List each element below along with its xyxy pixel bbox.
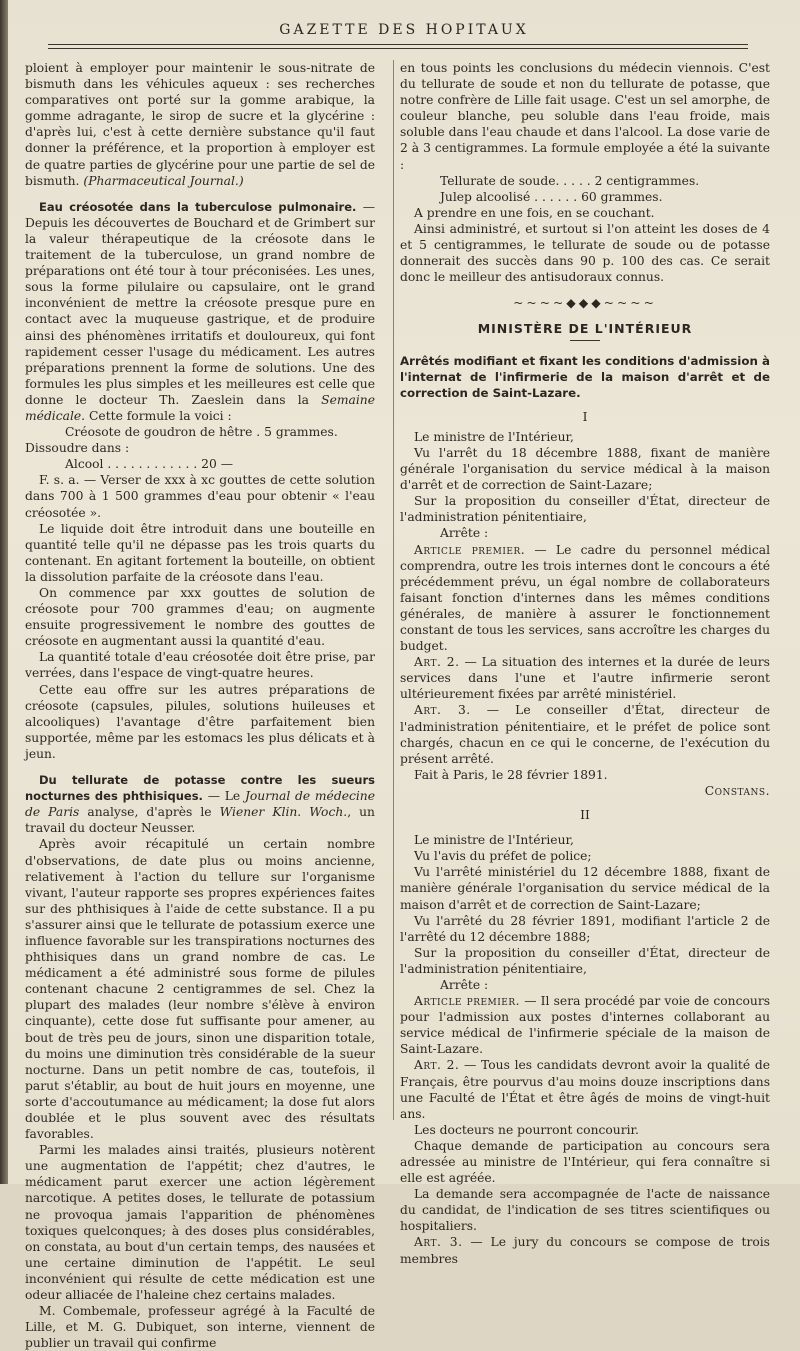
paragraph: Sur la proposition du conseiller d'État, directeur de l'administration pénitentiaire, [400,494,770,525]
section-number: II [580,808,590,823]
journal-name: Wiener Klin. Woch. [219,805,348,820]
paragraph: en tous points les conclusions du médecin viennois. C'est du tellurate de soude et non du tellurate de potasse, que notre confrère de Lille fait usage. C'est un sel amorphe, de couleur blanche, peu soluble dans l'eau froide, mais soluble dans l'eau chaude et dans l'alcool. La dose varie de 2 à 3 centigrammes. La formule employée a été la suivante : [400,61,770,172]
column-divider [393,60,394,1120]
newspaper-page [8,0,800,1351]
paragraph: Le liquide doit être introduit dans une bouteille en quantité telle qu'il ne dépasse pas les trois quarts du contenant. En agitant fortement la bouteille, on obtient la dissolution parfaite de la créosote dans l'eau. [25,521,375,584]
article-label: Article premier. [414,994,521,1009]
paragraph: ploient à employer pour maintenir le sous-nitrate de bismuth dans les véhicules aqueux : ses recherches comparatives ont porté sur la gomme arabique, la gomme adragante, le sirop de sucre et la glycérine : d'après lui, c'est à cette dernière substance qu'il faut donner la préférence, et la proportion à employer est de quatre parties de glycérine pour une partie de sel de bismuth. (Pharmaceutical Journal.) [25,61,375,188]
date-line: Fait à Paris, le 28 février 1891. [414,767,608,782]
article-label: Art. 2. [414,655,460,670]
formula-line: Julep alcoolisé . . . . . . 60 grammes. [440,189,663,204]
paragraph: On commence par xxx gouttes de solution de créosote pour 700 grammes d'eau; on augmente ensuite progressivement le nombre des gouttes de créosote en augmentant aussi la quantité d'eau. [25,586,375,649]
section-tellurate: Du tellurate de potasse contre les sueurs nocturnes des phthisiques. — Le Journal de médecine de Paris analyse, d'après le Wiener Klin. Woch., un travail du docteur Neusser. [25,773,376,836]
article-label: Article premier. [414,542,526,557]
paragraph: Vu l'arrêté du 28 février 1891, modifiant l'article 2 de l'arrêté du 12 décembre 1888; [400,913,770,944]
short-rule [570,340,600,341]
formula-line: Tellurate de soude. . . . . 2 centigrammes. [440,173,700,188]
spacer [25,189,375,199]
right-column [400,60,770,1267]
formula-line: Créosote de goudron de hêtre . 5 grammes. [65,425,338,440]
article: Art. 3. — Le conseiller d'État, directeur de l'administration pénitentiaire, et le préfet de police sont chargés, chacun en ce qui le concerne, de l'exécution du présent arrêté. [400,703,770,766]
formula-line: Alcool . . . . . . . . . . . . 20 — [65,457,234,472]
signature: Constans. [704,783,770,798]
paragraph: La demande sera accompagnée de l'acte de naissance du candidat, de l'indication de ses titres scientifiques ou hospitaliers. [400,1187,770,1234]
article: Art. 2. — La situation des internes et la durée de leurs services dans l'une et l'autre infirmerie seront ultérieurement fixées par arrêté ministériel. [400,655,770,702]
paragraph: A prendre en une fois, en se couchant. [414,205,655,220]
article: Article premier. — Le cadre du personnel médical comprendra, outre les trois internes dont le concours a été précédemment prévu, un égal nombre de collaborateurs faisant fonction d'internes dans les mêmes conditions générales, de manière à assurer le fonctionnement constant de tous les services, sans accroître les charges du budget. [400,542,770,654]
arrete-label: Arrête : [440,977,489,992]
paragraph: Vu l'arrêté ministériel du 12 décembre 1888, fixant de manière générale l'organisation du service médical de la maison d'arrêt et de correction de Saint-Lazare; [400,865,770,912]
paragraph: Parmi les malades ainsi traités, plusieurs notèrent une augmentation de l'appétit; chez d'autres, le médicament parut exercer une action légèrement narcotique. A petites doses, le tellurate de potassium ne provoqua jamais l'apparition de phénomènes toxiques quelconques; à des doses plus considérables, on constata, au bout d'un certain temps, des nausées et une certaine diminution de l'appétit. Le seul inconvénient qui résulte de cette médication est une odeur alliacée de l'haleine chez certains malades. [25,1143,375,1303]
paragraph: La quantité totale d'eau créosotée doit être prise, par verrées, dans l'espace de vingt-quatre heures. [25,650,375,681]
paragraph: Vu l'arrêt du 18 décembre 1888, fixant de manière générale l'organisation du service médical à la maison d'arrêt et de correction de Saint-Lazare; [400,445,770,493]
spacer [25,762,375,772]
paragraph: Les docteurs ne pourront concourir. [414,1122,639,1137]
paragraph: Le ministre de l'Intérieur, [414,833,574,848]
left-column [25,60,375,1351]
paragraph: Chaque demande de participation au concours sera adressée au ministre de l'Intérieur, qui fera connaître si elle est agréée. [400,1138,770,1186]
arretes-title: Arrêtés modifiant et fixant les conditions d'admission à l'internat de l'infirmerie de la maison d'arrêt et de correction de Saint-Lazare. [400,353,770,400]
section-number: I [582,409,588,424]
paragraph: Sur la proposition du conseiller d'État, directeur de l'administration pénitentiaire, [400,945,770,976]
journal-name: Journal de médecine de Paris [25,789,376,820]
ministry-heading: MINISTÈRE DE L'INTÉRIEUR [477,321,693,337]
article: Art. 2. — Tous les candidats devront avoir la qualité de Français, être pourvus d'au moins douze inscriptions dans une Faculté de l'État et être âgés de moins de vingt-huit ans. [400,1058,770,1121]
paragraph: Cette eau offre sur les autres préparations de créosote (capsules, pilules, solutions huileuses et alcooliques) l'avantage d'être parfaitement bien supportée, même par les estomacs les plus délicats et à jeun. [25,682,375,761]
journal-name: Semaine médicale. [25,392,375,423]
source-citation: (Pharmaceutical Journal.) [83,173,244,188]
paragraph: M. Combemale, professeur agrégé à la Faculté de Lille, et M. G. Dubiquet, son interne, viennent de publier un travail qui confirme [25,1304,375,1351]
formula-line: Dissoudre dans : [25,441,130,456]
article: Article premier. — Il sera procédé par voie de concours pour l'admission aux postes d'internes collaborant au service médical de l'infirmerie spéciale de la maison de Saint-Lazare. [400,994,771,1057]
paragraph: Le ministre de l'Intérieur, [414,429,574,444]
article: Art. 3. — Le jury du concours se compose de trois membres [400,1235,770,1266]
article-label: Art. 2. [414,1058,460,1073]
section-title: Eau créosotée dans la tuberculose pulmonaire. [39,199,357,214]
section-separator: ~~~~◆◆◆~~~~ [513,296,657,311]
arrete-label: Arrête : [440,526,489,541]
book-spine [0,0,8,1184]
article-label: Art. 3. [414,1235,463,1250]
article-label: Art. 3. [414,703,471,718]
page-header: GAZETTE DES HOPITAUX [279,22,529,38]
header-rule [48,44,748,49]
paragraph: Vu l'avis du préfet de police; [414,849,592,864]
section-creosote: Eau créosotée dans la tuberculose pulmonaire. — Depuis les découvertes de Bouchard et de Grimbert sur la valeur thérapeutique de la créosote dans le traitement de la tuberculose, un grand nombre de préparations ont été tour à tour préconisées. Les unes, sous la forme pilulaire ou capsulaire, ont le grand inconvénient de mettre la créosote presque pure en contact avec la muqueuse gastrique, et de produire ainsi des phénomènes irritatifs et douloureux, qui font rapidement cesser l'usage du médicament. Les autres préparations prennent la forme de solutions. Une des formules les plus simples et les meilleures est celle que donne le docteur Th. Zaeslein dans la Semaine médicale. Cette formule la voici : [25,199,375,423]
paragraph: F. s. a. — Verser de xxx à xc gouttes de cette solution dans 700 à 1 500 grammes d'eau pour obtenir « l'eau créosotée ». [25,473,375,520]
paragraph: Ainsi administré, et surtout si l'on atteint les doses de 4 et 5 centigrammes, le tellurate de soude ou de potasse donnerait des succès dans 90 p. 100 des cas. Ce serait donc le meilleur des antisudoraux connus. [400,221,770,285]
section-title: Du tellurate de potasse contre les sueurs nocturnes des phthisiques. [25,773,375,804]
paragraph: Après avoir récapitulé un certain nombre d'observations, de date plus ou moins ancienne, relativement à l'action du tellure sur l'organisme vivant, l'auteur rapporte ses propres expériences faites sur des phthisiques à l'aide de cette substance. Il a pu s'assurer ainsi que le tellurate de potassium exerce une influence favorable sur les transpirations nocturnes des phthisiques dans un grand nombre de cas. Le médicament a été administré sous forme de pilules contenant chacune 2 centigrammes de sel. Chez la plupart des malades (leur nombre s'élève à environ cinquante), cette dose fut suffisante pour amener, au bout de très peu de jours, sinon une disparition totale, du moins une diminution très considérable de la sueur nocturne. Dans un petit nombre de cas, toutefois, il parut s'établir, au bout de huit jours en moyenne, une sorte d'accoutumance au médicament; la dose fut alors doublée et le plus souvent avec des résultats favorables. [25,837,375,1142]
